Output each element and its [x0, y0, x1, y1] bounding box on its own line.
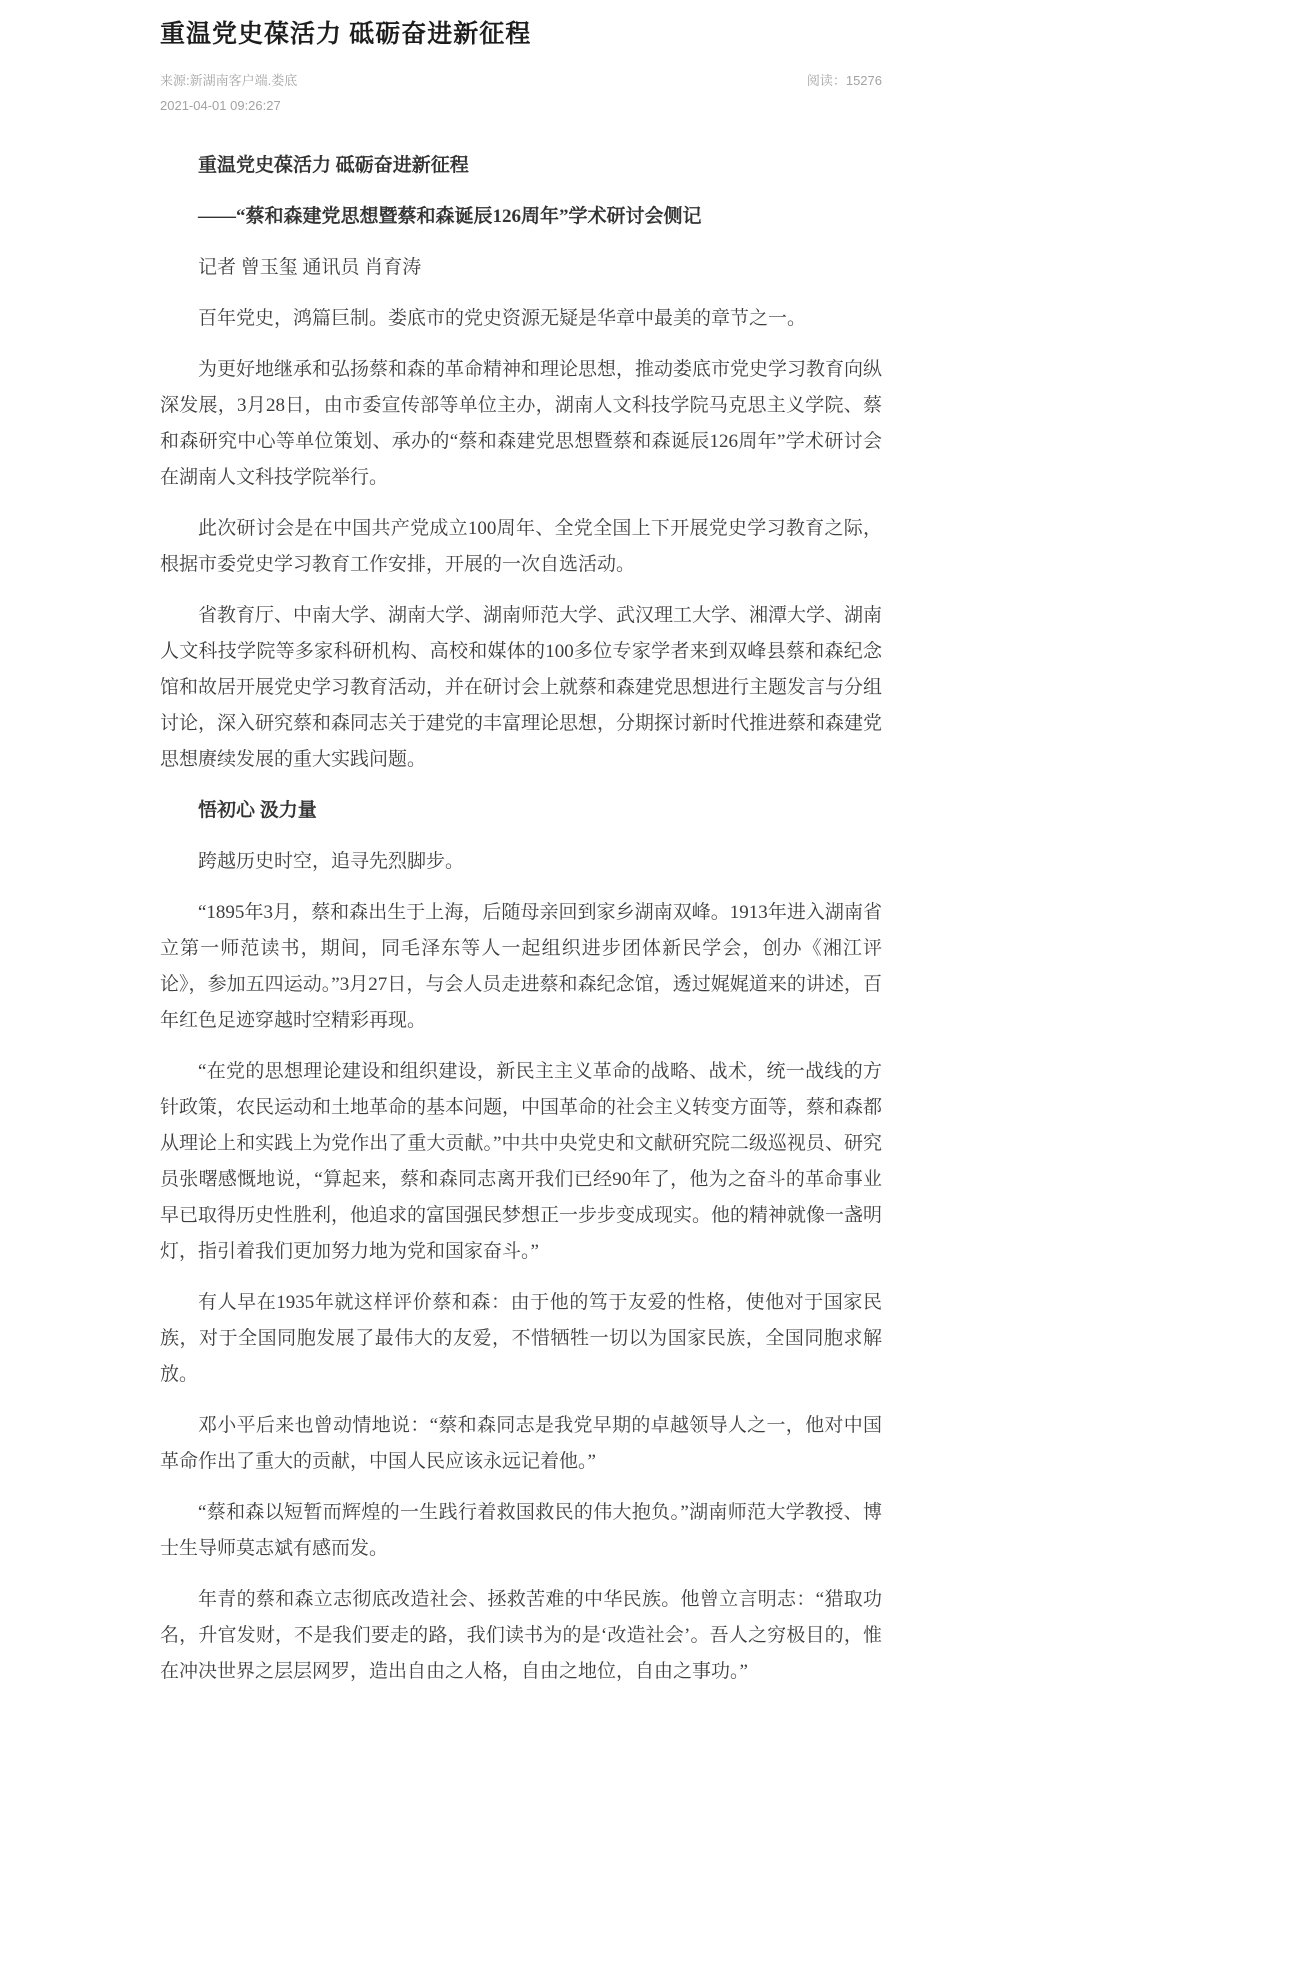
- meta-left: [160, 68, 297, 118]
- page-header: [160, 18, 882, 118]
- article-body: [160, 148, 882, 1690]
- paragraph: 邓小平后来也曾动情地说：“蔡和森同志是我党早期的卓越领导人之一，他对中国革命作出了重大的贡献，中国人民应该永远记着他。”: [160, 1415, 882, 1472]
- page-title: 重温党史葆活力 砥砺奋进新征程: [160, 21, 532, 48]
- paragraph: “蔡和森以短暂而辉煌的一生践行着救国救民的伟大抱负。”湖南师范大学教授、博士生导师莫志斌有感而发。: [160, 1502, 882, 1559]
- paragraph: 此次研讨会是在中国共产党成立100周年、全党全国上下开展党史学习教育之际，根据市委党史学习教育工作安排，开展的一次自选活动。: [160, 518, 882, 575]
- paragraph: 百年党史，鸿篇巨制。娄底市的党史资源无疑是华章中最美的章节之一。: [198, 308, 807, 329]
- article-source: 来源:新湖南客户端.娄底: [160, 73, 298, 88]
- paragraph: 为更好地继承和弘扬蔡和森的革命精神和理论思想，推动娄底市党史学习教育向纵深发展，3月28日，由市委宣传部等单位主办，湖南人文科技学院马克思主义学院、蔡和森研究中心等单位策划、承办的“蔡和森建党思想暨蔡和森诞辰126周年”学术研讨会在湖南人文科技学院举行。: [160, 359, 883, 488]
- paragraph: 省教育厅、中南大学、湖南大学、湖南师范大学、武汉理工大学、湘潭大学、湖南人文科技学院等多家科研机构、高校和媒体的100多位专家学者来到双峰县蔡和森纪念馆和故居开展党史学习教育活动，并在研讨会上就蔡和森建党思想进行主题发言与分组讨论，深入研究蔡和森同志关于建党的丰富理论思想，分期探讨新时代推进蔡和森建党思想赓续发展的重大实践问题。: [160, 605, 883, 770]
- article-datetime: 2021-04-01 09:26:27: [160, 98, 281, 113]
- paragraph: “1895年3月，蔡和森出生于上海，后随母亲回到家乡湖南双峰。1913年进入湖南省立第一师范读书，期间，同毛泽东等人一起组织进步团体新民学会，创办《湘江评论》，参加五四运动。”3月27日，与会人员走进蔡和森纪念馆，透过娓娓道来的讲述，百年红色足迹穿越时空精彩再现。: [160, 902, 882, 1031]
- read-count: 阅读：15276: [806, 73, 882, 88]
- paragraph: 跨越历史时空，追寻先烈脚步。: [198, 851, 465, 872]
- meta-row: [160, 68, 882, 118]
- byline: 记者 曾玉玺 通讯员 肖育涛: [198, 257, 422, 278]
- paragraph: 年青的蔡和森立志彻底改造社会、拯救苦难的中华民族。他曾立言明志：“猎取功名，升官发财，不是我们要走的路，我们读书为的是‘改造社会’。吾人之穷极目的，惟在冲决世界之层层网罗，造出自由之人格，自由之地位，自由之事功。”: [160, 1589, 882, 1682]
- article-subheading: ——“蔡和森建党思想暨蔡和森诞辰126周年”学术研讨会侧记: [198, 206, 702, 227]
- section-heading: 悟初心 汲力量: [198, 800, 317, 821]
- article-heading: 重温党史葆活力 砥砺奋进新征程: [198, 155, 469, 176]
- paragraph: 有人早在1935年就这样评价蔡和森：由于他的笃于友爱的性格，使他对于国家民族，对于全国同胞发展了最伟大的友爱，不惜牺牲一切以为国家民族，全国同胞求解放。: [160, 1292, 882, 1385]
- paragraph: “在党的思想理论建设和组织建设，新民主主义革命的战略、战术，统一战线的方针政策，农民运动和土地革命的基本问题，中国革命的社会主义转变方面等，蔡和森都从理论上和实践上为党作出了重大贡献。”中共中央党史和文献研究院二级巡视员、研究员张曙感慨地说，“算起来，蔡和森同志离开我们已经90年了，他为之奋斗的革命事业早已取得历史性胜利，他追求的富国强民梦想正一步步变成现实。他的精神就像一盏明灯，指引着我们更加努力地为党和国家奋斗。”: [160, 1061, 883, 1262]
